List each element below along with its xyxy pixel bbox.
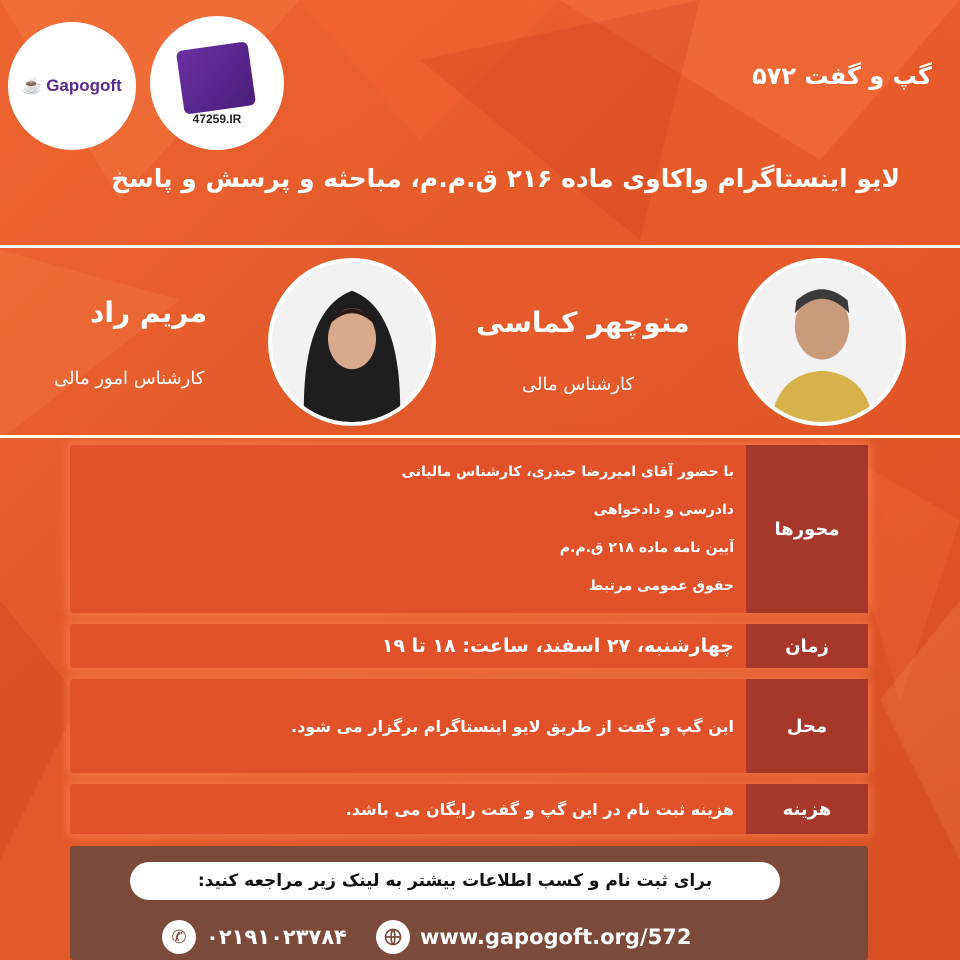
phone-contact[interactable] [162,920,347,954]
globe-icon [376,920,410,954]
cost-value: هزینه ثبت نام در این گپ و گفت رایگان می باشد. [345,799,734,819]
place-row [70,679,868,773]
speaker-photo-manuchehr [738,258,906,426]
topic-item: با حضور آقای امیررضا حیدری، کارشناس مالیاتی [401,464,734,480]
speaker-photo-maryam [268,258,436,426]
topics-row [70,445,868,613]
speaker-role-manuchehr: کارشناس مالی [522,374,635,395]
time-label: زمان [746,624,868,668]
series-title: گپ و گفت ۵۷۲ [752,62,932,90]
website-contact[interactable] [376,920,691,954]
partner-logo-url: 47259.IR [192,112,242,126]
speaker-name-maryam: مریم راد [90,296,208,329]
register-banner: برای ثبت نام و کسب اطلاعات بیشتر به لینک زیر مراجعه کنید: [130,862,780,900]
speaker-name-manuchehr: منوچهر کماسی [476,306,690,339]
place-label: محل [746,679,868,773]
place-value: این گپ و گفت از طریق لایو اینستاگرام برگزار می شود. [290,716,734,736]
gapogoft-logo [8,22,136,150]
time-value: چهارشنبه، ۲۷ اسفند، ساعت: ۱۸ تا ۱۹ [381,635,734,657]
topics-list [80,445,734,613]
speaker-role-maryam: کارشناس امور مالی [54,368,205,389]
website-link[interactable]: www.gapogoft.org/572 [420,925,692,949]
topic-item: حقوق عمومی مرتبط [588,578,734,594]
topics-label: محورها [746,445,868,613]
cost-label: هزینه [746,784,868,834]
phone-icon: ✆ [162,920,196,954]
cup-icon: ☕ [22,78,43,95]
footer [70,846,868,960]
cost-row [70,784,868,834]
divider-middle [0,435,960,438]
topic-item: دادرسی و دادخواهی [593,502,734,518]
topic-item: آیین نامه ماده ۲۱۸ ق.م.م [559,540,734,556]
partner-logo [150,16,284,150]
gapogoft-logo-text: Gapogoft [46,76,122,95]
page-title: لایو اینستاگرام واکاوی ماده ۲۱۶ ق.م.م، مباحثه و پرسش و پاسخ [111,164,900,193]
partner-logo-mark [176,41,256,114]
time-row [70,624,868,668]
phone-number[interactable]: ۰۲۱۹۱۰۲۳۷۸۴ [206,925,347,949]
divider-top [0,245,960,248]
